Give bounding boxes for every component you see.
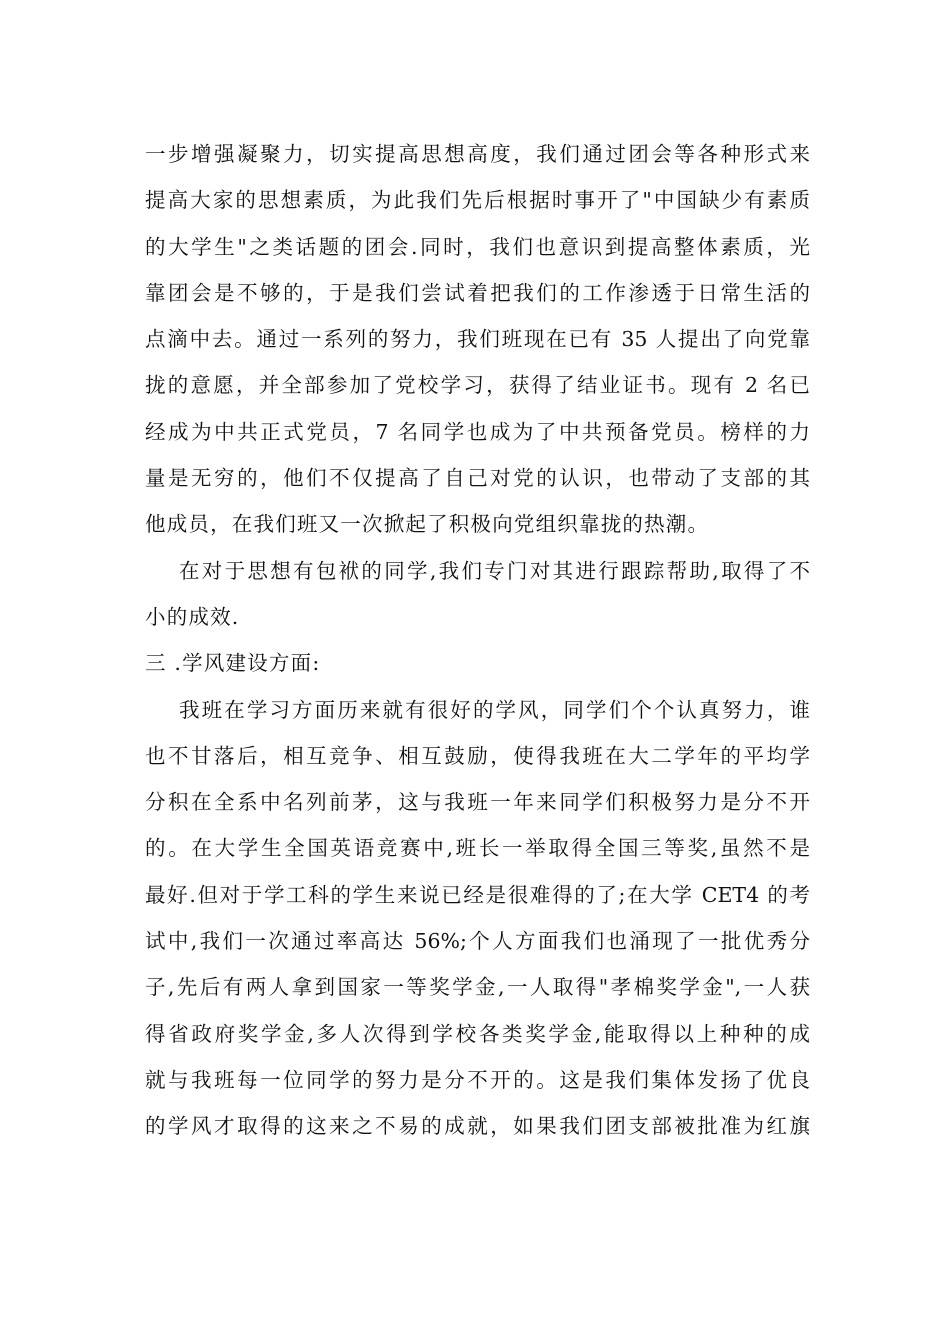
- document-body: [145, 137, 810, 1156]
- text-line: 拢的意愿，并全部参加了党校学习，获得了结业证书。现有 2 名已: [145, 373, 810, 398]
- text-line: 就与我班每一位同学的努力是分不开的。这是我们集体发扬了优良: [145, 1067, 810, 1092]
- text-line: 一步增强凝聚力，切实提高思想高度，我们通过团会等各种形式来: [145, 142, 810, 166]
- text-line: 我班在学习方面历来就有很好的学风，同学们个个认真努力，谁: [179, 697, 810, 722]
- text-line: 的。在大学生全国英语竞赛中,班长一举取得全国三等奖,虽然不是: [145, 836, 810, 861]
- text-line: 在对于思想有包袱的同学,我们专门对其进行跟踪帮助,取得了不: [179, 558, 810, 583]
- text-line: 经成为中共正式党员，7 名同学也成为了中共预备党员。榜样的力: [145, 419, 810, 444]
- text-line: 试中,我们一次通过率高达 56%;个人方面我们也涌现了一批优秀分: [145, 929, 810, 954]
- text-line: 小的成效.: [145, 604, 240, 629]
- text-line: 的大学生"之类话题的团会.同时，我们也意识到提高整体素质，光: [145, 234, 810, 259]
- text-line: 量是无穷的，他们不仅提高了自己对党的认识，也带动了支部的其: [145, 466, 810, 491]
- text-line: 靠团会是不够的，于是我们尝试着把我们的工作渗透于日常生活的: [145, 280, 810, 305]
- text-line: 三 .学风建设方面:: [145, 651, 321, 676]
- text-line: 他成员，在我们班又一次掀起了积极向党组织靠拢的热潮。: [145, 512, 710, 537]
- text-line: 点滴中去。通过一系列的努力，我们班现在已有 35 人提出了向党靠: [145, 327, 810, 352]
- text-line: 分积在全系中名列前茅，这与我班一年来同学们积极努力是分不开: [145, 790, 810, 815]
- text-line: 提高大家的思想素质，为此我们先后根据时事开了"中国缺少有素质: [145, 188, 810, 213]
- text-line: 最好.但对于学工科的学生来说已经是很难得的了;在大学 CET4 的考: [145, 882, 810, 907]
- text-line: 的学风才取得的这来之不易的成就，如果我们团支部被批准为红旗: [145, 1114, 810, 1139]
- text-line: 得省政府奖学金,多人次得到学校各类奖学金,能取得以上种种的成: [145, 1021, 810, 1046]
- text-line: 也不甘落后，相互竞争、相互鼓励，使得我班在大二学年的平均学: [145, 743, 810, 768]
- text-line: 子,先后有两人拿到国家一等奖学金,一人取得"孝棉奖学金",一人获: [145, 975, 810, 1000]
